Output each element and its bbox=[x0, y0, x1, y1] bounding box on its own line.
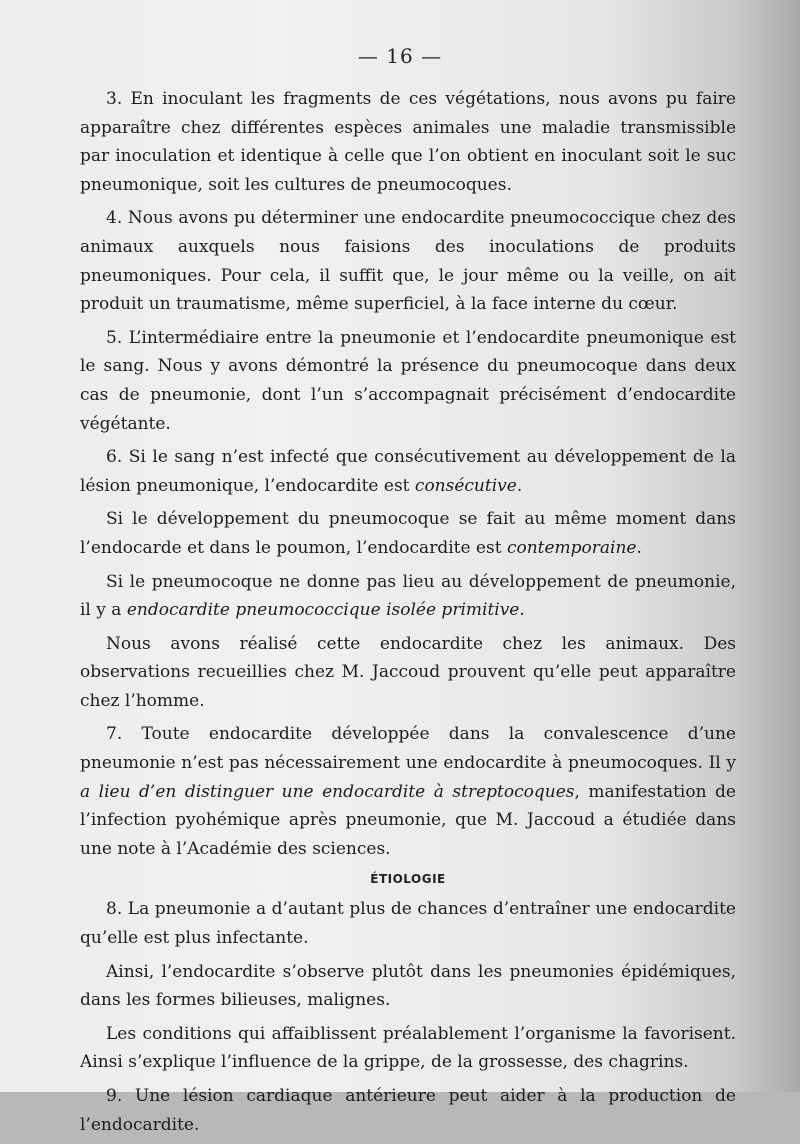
paragraph-8c: Les conditions qui affaiblissent préalablement l’organisme la favorisent. Ainsi s’explique l’influence de la grippe, de la grossesse, des chagrins. bbox=[80, 1023, 736, 1073]
paragraph-6b bbox=[80, 505, 736, 562]
paragraph-7-end: , manifestation de l’infection pyohémique après pneumonie, que M. Jaccoud a étudiée dans une note à l’Académie des sciences. bbox=[80, 781, 736, 859]
page-number: — 16 — bbox=[357, 44, 443, 68]
paragraph-6-text: 6. Si le sang n’est infecté que consécutivement au développement de la lésion pneumonique, l’endocardite est bbox=[80, 447, 736, 496]
paragraph-7-italic: a lieu d’en distinguer une endocardite à streptocoques bbox=[80, 781, 575, 802]
paragraph-6b-italic: contemporaine bbox=[506, 537, 637, 558]
paragraph-6c bbox=[80, 568, 736, 625]
paragraph-8b: Ainsi, l’endocardite s’observe plutôt dans les pneumonies épidémiques, dans les formes bilieuses, malignes. bbox=[80, 961, 736, 1011]
paragraph-6-italic: consécutive bbox=[414, 475, 517, 496]
paragraph-7 bbox=[80, 720, 736, 863]
paragraph-8: 8. La pneumonie a d’autant plus de chances d’entraîner une endocardite qu’elle est plus infectante. bbox=[80, 899, 736, 949]
paragraph-6b-end: . bbox=[636, 537, 642, 558]
paragraph-4: 4. Nous avons pu déterminer une endocardite pneumococcique chez des animaux auxquels nous faisions des inoculations de produits pneumoniques. Pour cela, il suffit que, le jour même ou la veille, on ait produit un traumatisme, même superficiel, à la face interne du cœur. bbox=[80, 208, 736, 315]
paragraph-6b-text: Si le développement du pneumocoque se fait au même moment dans l’endocarde et dans le poumon, l’endocardite est bbox=[80, 509, 736, 558]
paragraph-6c-end: . bbox=[519, 600, 525, 621]
paragraph-6c-italic: endocardite pneumococcique isolée primitive bbox=[126, 600, 520, 621]
paragraph-7-text: 7. Toute endocardite développée dans la convalescence d’une pneumonie n’est pas nécessairement une endocardite à pneumocoques. Il y bbox=[80, 724, 736, 774]
page-content bbox=[80, 85, 736, 1144]
section-title-etiologie: ÉTIOLOGIE bbox=[370, 872, 446, 887]
paragraph-6-end: . bbox=[516, 475, 523, 496]
paragraph-3: 3. En inoculant les fragments de ces végétations, nous avons pu faire apparaître chez différentes espèces animales une maladie transmissible par inoculation et identique à celle que l’on obtient en inoculant soit le suc pneumonique, soit les cultures de pneumocoques. bbox=[80, 89, 736, 195]
paragraph-6d: Nous avons réalisé cette endocardite chez les animaux. Des observations recueillies chez M. Jaccoud prouvent qu’elle peut apparaître chez l’homme. bbox=[80, 633, 736, 711]
paragraph-9: 9. Une lésion cardiaque antérieure peut aider à la production de l’endocardite. bbox=[80, 1086, 736, 1135]
paragraph-6c-text: Si le pneumocoque ne donne pas lieu au développement de pneumonie, il y a bbox=[80, 571, 736, 621]
paragraph-6 bbox=[80, 443, 736, 500]
paragraph-5: 5. L’intermédiaire entre la pneumonie et l’endocardite pneumonique est le sang. Nous y avons démontré la présence du pneumocoque dans deux cas de pneumonie, dont l’un s’accompagnait précisément d’endocardite végétante. bbox=[80, 327, 736, 434]
